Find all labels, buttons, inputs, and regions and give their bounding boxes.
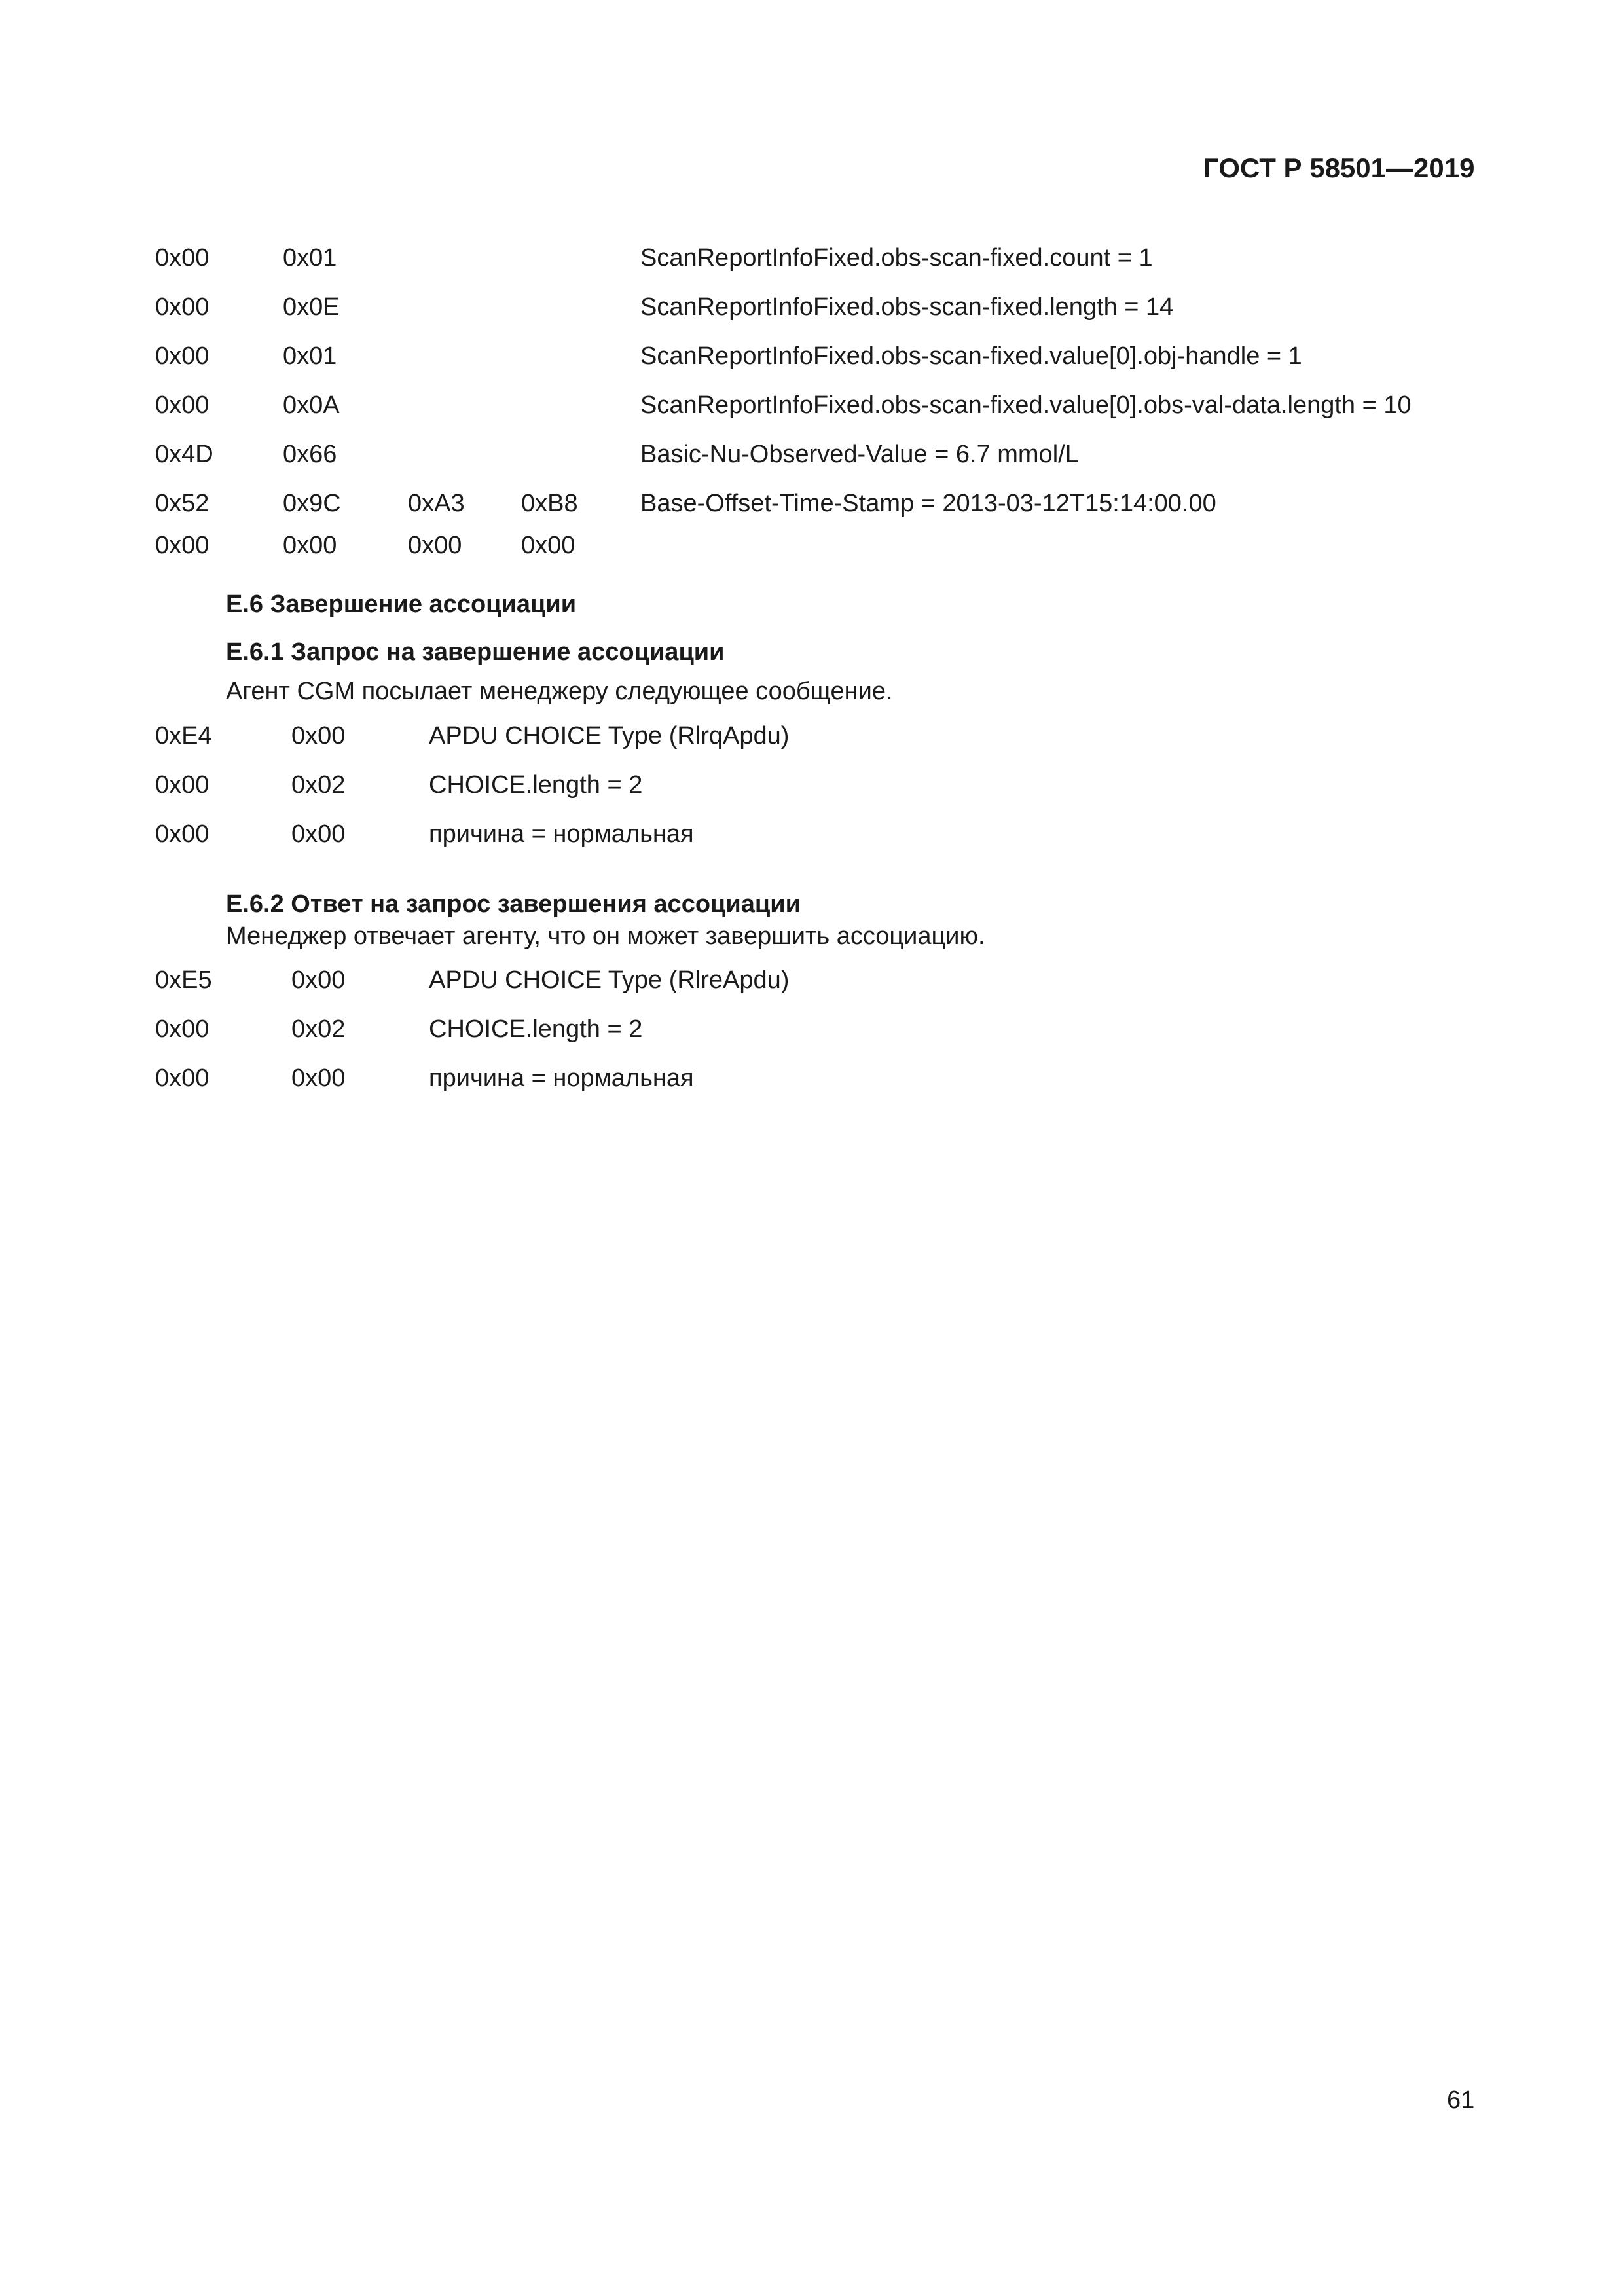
byte-2: 0x02 <box>291 1015 346 1043</box>
row-description: ScanReportInfoFixed.obs-scan-fixed.value[0].obj-handle = 1 <box>640 342 1302 370</box>
byte-2: 0x01 <box>283 244 337 272</box>
section-heading-e61: Е.6.1 Запрос на завершение ассоциации <box>226 638 725 666</box>
row-description: ScanReportInfoFixed.obs-scan-fixed.length = 14 <box>640 293 1174 321</box>
byte-2: 0x00 <box>291 1065 346 1092</box>
byte-4: 0x00 <box>521 532 575 559</box>
byte-1: 0x00 <box>155 342 210 370</box>
document-id: ГОСТ Р 58501—2019 <box>1203 153 1475 183</box>
byte-1: 0x00 <box>155 771 210 799</box>
byte-2: 0x0E <box>283 293 340 321</box>
byte-3: 0x00 <box>408 532 462 559</box>
byte-2: 0x02 <box>291 771 346 799</box>
byte-1: 0x00 <box>155 244 210 272</box>
byte-1: 0x00 <box>155 1065 210 1092</box>
byte-1: 0x00 <box>155 820 210 848</box>
row-description: причина = нормальная <box>429 1065 694 1092</box>
byte-2: 0x00 <box>291 722 346 750</box>
byte-1: 0xE4 <box>155 722 212 750</box>
byte-1: 0x52 <box>155 490 210 517</box>
section-heading-e6: Е.6 Завершение ассоциации <box>226 591 577 618</box>
byte-2: 0x00 <box>291 966 346 994</box>
byte-1: 0x00 <box>155 532 210 559</box>
byte-2: 0x00 <box>283 532 337 559</box>
row-description: причина = нормальная <box>429 820 694 848</box>
byte-1: 0x00 <box>155 1015 210 1043</box>
byte-2: 0x9C <box>283 490 341 517</box>
byte-3: 0xA3 <box>408 490 465 517</box>
byte-2: 0x01 <box>283 342 337 370</box>
byte-2: 0x66 <box>283 441 337 468</box>
byte-1: 0xE5 <box>155 966 212 994</box>
byte-4: 0xB8 <box>521 490 578 517</box>
byte-1: 0x00 <box>155 392 210 419</box>
section-intro-e62: Менеджер отвечает агенту, что он может завершить ассоциацию. <box>226 922 985 950</box>
row-description: Basic-Nu-Observed-Value = 6.7 mmol/L <box>640 441 1079 468</box>
row-description: ScanReportInfoFixed.obs-scan-fixed.count = 1 <box>640 244 1153 272</box>
row-description: Base-Offset-Time-Stamp = 2013-03-12T15:14:00.00 <box>640 490 1216 517</box>
row-description: ScanReportInfoFixed.obs-scan-fixed.value[0].obs-val-data.length = 10 <box>640 392 1412 419</box>
page-number: 61 <box>1447 2086 1475 2114</box>
row-description: CHOICE.length = 2 <box>429 1015 643 1043</box>
byte-1: 0x4D <box>155 441 213 468</box>
row-description: APDU CHOICE Type (RlreApdu) <box>429 966 790 994</box>
row-description: CHOICE.length = 2 <box>429 771 643 799</box>
row-description: APDU CHOICE Type (RlrqApdu) <box>429 722 790 750</box>
section-intro-e61: Агент CGM посылает менеджеру следующее сообщение. <box>226 678 893 705</box>
byte-2: 0x00 <box>291 820 346 848</box>
section-heading-e62: Е.6.2 Ответ на запрос завершения ассоциации <box>226 890 801 918</box>
byte-2: 0x0A <box>283 392 340 419</box>
byte-1: 0x00 <box>155 293 210 321</box>
